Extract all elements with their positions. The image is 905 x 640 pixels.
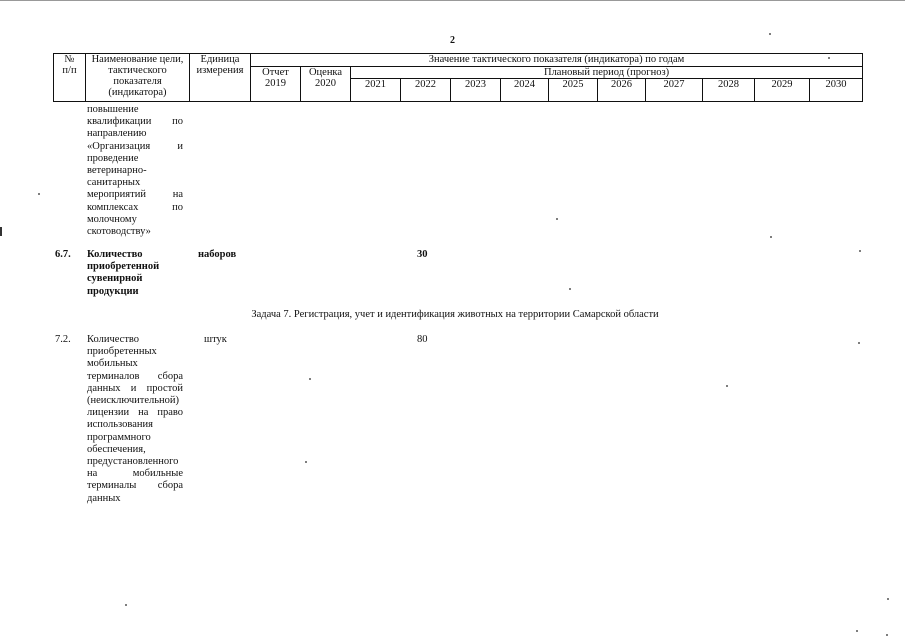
indicator-table-header: [53, 53, 863, 102]
scan-speck: [828, 57, 830, 59]
scan-edge-mark: [0, 227, 2, 236]
scan-speck: [38, 193, 40, 195]
row-7-2-unit: штук: [204, 334, 227, 345]
header-year: 2026: [598, 79, 646, 102]
scan-speck: [726, 385, 728, 387]
scan-speck: [859, 250, 861, 252]
scan-speck: [309, 378, 311, 380]
scan-top-edge: [0, 0, 905, 1]
header-year: 2022: [401, 79, 451, 102]
header-plan-period: Плановый период (прогноз): [351, 67, 863, 79]
header-year: 2028: [703, 79, 755, 102]
header-value-group: Значение тактического показателя (индикатора) по годам: [251, 54, 863, 67]
header-name-cell: Наименование цели, тактического показателя (индикатора): [86, 54, 190, 102]
header-unit-cell: Единица измерения: [190, 54, 251, 102]
row-7-2-number: 7.2.: [55, 334, 71, 345]
scan-speck: [125, 604, 127, 606]
header-year: 2024: [501, 79, 549, 102]
row-7-2-value: 80: [417, 334, 428, 345]
scan-speck: [769, 33, 771, 35]
page-number: 2: [450, 35, 455, 46]
task-7-heading: Задача 7. Регистрация, учет и идентификация животных на территории Самарской области: [251, 309, 659, 320]
scan-speck: [305, 461, 307, 463]
scan-speck: [569, 288, 571, 290]
row-6-7-value: 30: [417, 249, 428, 260]
row-6-7-name: Количество приобретенной сувенирной продукции: [87, 249, 160, 297]
header-year: 2027: [646, 79, 703, 102]
row-7-2-name: Количество приобретенных мобильных терминалов сбора данных и простой (неисключительной) лицензии на право использования программного обеспечения, предустановленного на мобильные терминалы сбора данных: [87, 334, 183, 504]
header-num-cell: № п/п: [54, 54, 86, 102]
header-year: 2023: [451, 79, 501, 102]
scan-speck: [856, 630, 858, 632]
header-year: 2029: [755, 79, 810, 102]
header-year: 2030: [810, 79, 863, 102]
header-report-2019: Отчет 2019: [251, 67, 301, 102]
scan-speck: [858, 342, 860, 344]
header-year: 2021: [351, 79, 401, 102]
continued-row-name: повышение квалификации по направлению «Организация и проведение ветеринарно- санитарных мероприятий на комплексах по молочному скотоводству»: [87, 104, 183, 238]
scan-speck: [770, 236, 772, 238]
header-estimate-2020: Оценка 2020: [301, 67, 351, 102]
row-6-7-unit: наборов: [198, 249, 237, 260]
scan-speck: [556, 218, 558, 220]
scan-speck: [886, 634, 888, 636]
header-year: 2025: [549, 79, 598, 102]
scan-speck: [887, 598, 889, 600]
row-6-7-number: 6.7.: [55, 249, 71, 260]
